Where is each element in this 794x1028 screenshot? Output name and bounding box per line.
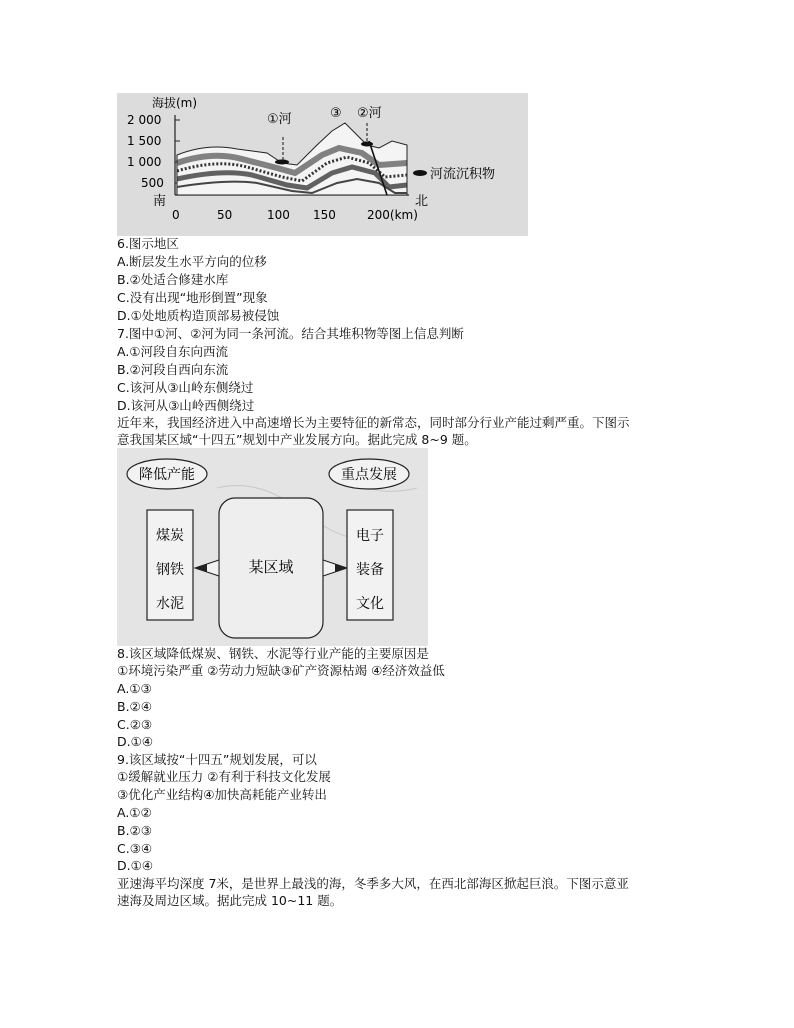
q9-options: ③优化产业结构④加快高耗能产业转出	[117, 787, 327, 802]
industry-diagram-svg	[117, 448, 428, 646]
y-tick-label: 500	[141, 176, 164, 190]
q6-option-c: C.没有出现“地形倒置”现象	[117, 290, 268, 305]
x-tick-label: 100	[267, 208, 290, 222]
industry-plan-figure	[117, 448, 428, 646]
q6-option-d: D.①处地质构造顶部易被侵蚀	[117, 308, 280, 323]
legend-label: 河流沉积物	[430, 167, 496, 182]
reduce-capacity-title: 降低产能	[139, 467, 195, 483]
q7-option-c: C.该河从③山岭东侧绕过	[117, 380, 254, 395]
intro-paragraph-line: 意我国某区域“十四五”规划中产业发展方向。据此完成 8~9 题。	[117, 432, 477, 447]
y-tick-label: 2 000	[127, 113, 162, 127]
develop-item: 电子	[356, 528, 384, 544]
q8-option-b: B.②④	[117, 699, 152, 714]
q9-option-b: B.②③	[117, 823, 152, 838]
north-label: 北	[415, 194, 429, 209]
intro-paragraph-line: 亚速海平均深度 7米，是世界上最浅的海，冬季多大风，在西北部海区掀起巨浪。下图示意亚	[117, 876, 629, 891]
q7-option-d: D.该河从③山岭西侧绕过	[117, 398, 255, 413]
q7-option-b: B.②河段自西向东流	[117, 362, 229, 377]
q8-option-c: C.②③	[117, 717, 153, 732]
q6-option-b: B.②处适合修建水库	[117, 272, 229, 287]
q9-stem: 9.该区域按“十四五”规划发展，可以	[117, 752, 317, 767]
x-tick-label: 0	[172, 208, 180, 222]
geologic-profile-figure	[117, 93, 528, 236]
river2-label: ②河	[357, 106, 382, 121]
profile-svg	[117, 93, 528, 236]
q8-option-a: A.①③	[117, 681, 152, 696]
reduce-item: 煤炭	[156, 528, 184, 544]
q9-option-d: D.①④	[117, 858, 154, 873]
q9-option-a: A.①②	[117, 805, 152, 820]
mountain3-label: ③	[330, 106, 342, 121]
reduce-item: 钢铁	[156, 562, 184, 578]
x-tick-label: 200(km)	[367, 208, 418, 222]
q8-stem: 8.该区域降低煤炭、钢铁、水泥等行业产能的主要原因是	[117, 646, 429, 661]
x-tick-label: 150	[313, 208, 336, 222]
reduce-item: 水泥	[156, 596, 184, 612]
q6-option-a: A.断层发生水平方向的位移	[117, 254, 267, 269]
q7-stem: 7.图中①河、②河为同一条河流。结合其堆积物等图上信息判断	[117, 326, 464, 341]
intro-paragraph-line: 速海及周边区域。据此完成 10~11 题。	[117, 893, 343, 908]
q8-options: ①环境污染严重 ②劳动力短缺③矿产资源枯竭 ④经济效益低	[117, 663, 445, 678]
intro-paragraph-line: 近年来，我国经济进入中高速增长为主要特征的新常态，同时部分行业产能过剩严重。下图示	[117, 415, 630, 430]
q8-option-d: D.①④	[117, 734, 154, 749]
region-label: 某区域	[248, 558, 294, 576]
q7-option-a: A.①河段自东向西流	[117, 344, 229, 359]
y-tick-label: 1 500	[127, 134, 162, 148]
sediment-legend-symbol	[413, 170, 427, 176]
key-development-title: 重点发展	[341, 467, 397, 483]
y-axis-label: 海拔(m)	[152, 96, 198, 110]
y-tick-label: 1 000	[127, 155, 162, 169]
river1-label: ①河	[267, 112, 292, 127]
x-tick-label: 50	[217, 208, 233, 222]
develop-item: 文化	[356, 596, 384, 612]
south-label: 南	[153, 194, 167, 209]
q9-option-c: C.③④	[117, 841, 153, 856]
q9-options: ①缓解就业压力 ②有利于科技文化发展	[117, 769, 331, 784]
develop-item: 装备	[356, 562, 384, 578]
q6-stem: 6.图示地区	[117, 236, 179, 251]
